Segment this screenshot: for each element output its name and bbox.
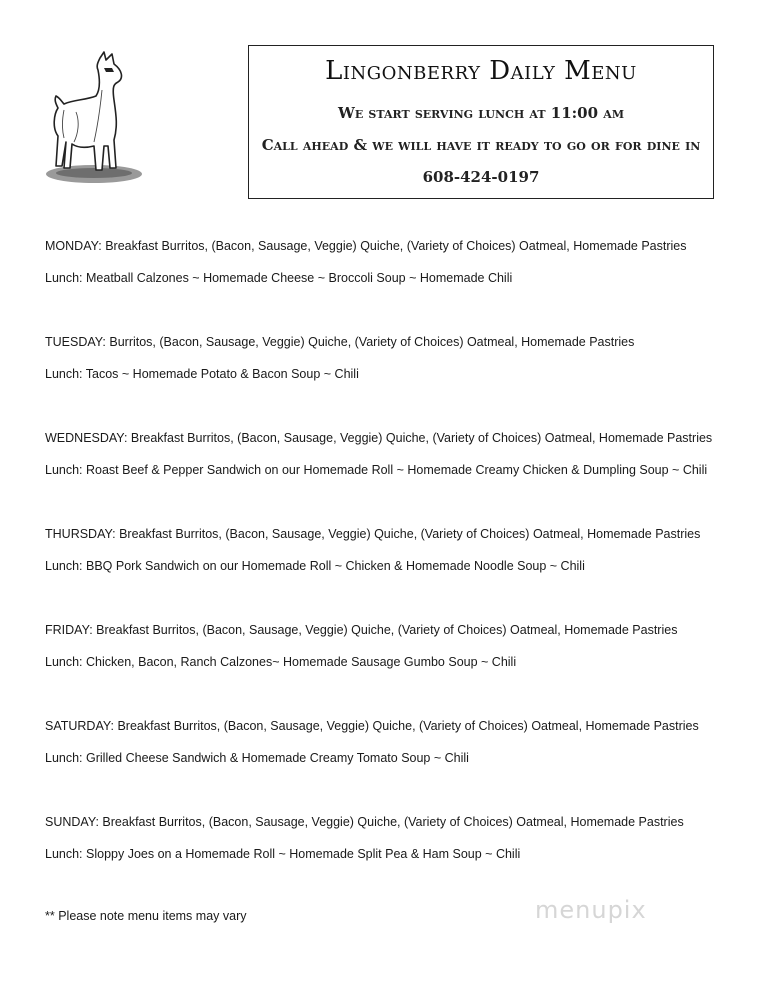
- lunch-line: Lunch: Roast Beef & Pepper Sandwich on our Homemade Roll ~ Homemade Creamy Chicken & Dumpling Soup ~ Chili: [45, 463, 708, 477]
- watermark: menupix: [535, 896, 647, 924]
- day-thursday: [45, 526, 745, 574]
- lunch-line: Lunch: Tacos ~ Homemade Potato & Bacon Soup ~ Chili: [45, 367, 359, 381]
- day-friday: [45, 622, 745, 670]
- day-wednesday: [45, 430, 745, 478]
- breakfast-line: WEDNESDAY: Breakfast Burritos, (Bacon, Sausage, Veggie) Quiche, (Variety of Choices) Oatmeal, Homemade Pastries: [45, 431, 713, 445]
- lunch-line: Lunch: Meatball Calzones ~ Homemade Cheese ~ Broccoli Soup ~ Homemade Chili: [45, 271, 513, 285]
- breakfast-line: THURSDAY: Breakfast Burritos, (Bacon, Sausage, Veggie) Quiche, (Variety of Choices) Oatmeal, Homemade Pastries: [45, 527, 701, 541]
- day-monday: [45, 238, 745, 286]
- breakfast-line: SATURDAY: Breakfast Burritos, (Bacon, Sausage, Veggie) Quiche, (Variety of Choices) Oatmeal, Homemade Pastries: [45, 719, 699, 733]
- day-saturday: [45, 718, 745, 766]
- lunch-line: Lunch: Sloppy Joes on a Homemade Roll ~ Homemade Split Pea & Ham Soup ~ Chili: [45, 847, 521, 861]
- breakfast-line: FRIDAY: Breakfast Burritos, (Bacon, Sausage, Veggie) Quiche, (Variety of Choices) Oatmeal, Homemade Pastries: [45, 623, 678, 637]
- weekly-menu: [45, 238, 745, 862]
- serving-time-note: We start serving lunch at 11:00 am: [337, 104, 624, 122]
- phone-number: 608-424-0197: [422, 168, 540, 186]
- menu-disclaimer: ** Please note menu items may vary: [45, 909, 247, 923]
- call-ahead-note: Call ahead & we will have it ready to go or for dine in: [261, 136, 701, 154]
- breakfast-line: TUESDAY: Burritos, (Bacon, Sausage, Veggie) Quiche, (Variety of Choices) Oatmeal, Homemade Pastries: [45, 335, 635, 349]
- lunch-line: Lunch: Chicken, Bacon, Ranch Calzones~ Homemade Sausage Gumbo Soup ~ Chili: [45, 655, 517, 669]
- header-box: [248, 45, 714, 199]
- menu-title: Lingonberry Daily Menu: [325, 56, 637, 86]
- breakfast-line: MONDAY: Breakfast Burritos, (Bacon, Sausage, Veggie) Quiche, (Variety of Choices) Oatmeal, Homemade Pastries: [45, 239, 687, 253]
- lunch-line: Lunch: BBQ Pork Sandwich on our Homemade Roll ~ Chicken & Homemade Noodle Soup ~ Chili: [45, 559, 585, 573]
- day-sunday: [45, 814, 745, 862]
- lunch-line: Lunch: Grilled Cheese Sandwich & Homemade Creamy Tomato Soup ~ Chili: [45, 751, 469, 765]
- llama-logo: [42, 50, 148, 186]
- breakfast-line: SUNDAY: Breakfast Burritos, (Bacon, Sausage, Veggie) Quiche, (Variety of Choices) Oatmeal, Homemade Pastries: [45, 815, 684, 829]
- day-tuesday: [45, 334, 745, 382]
